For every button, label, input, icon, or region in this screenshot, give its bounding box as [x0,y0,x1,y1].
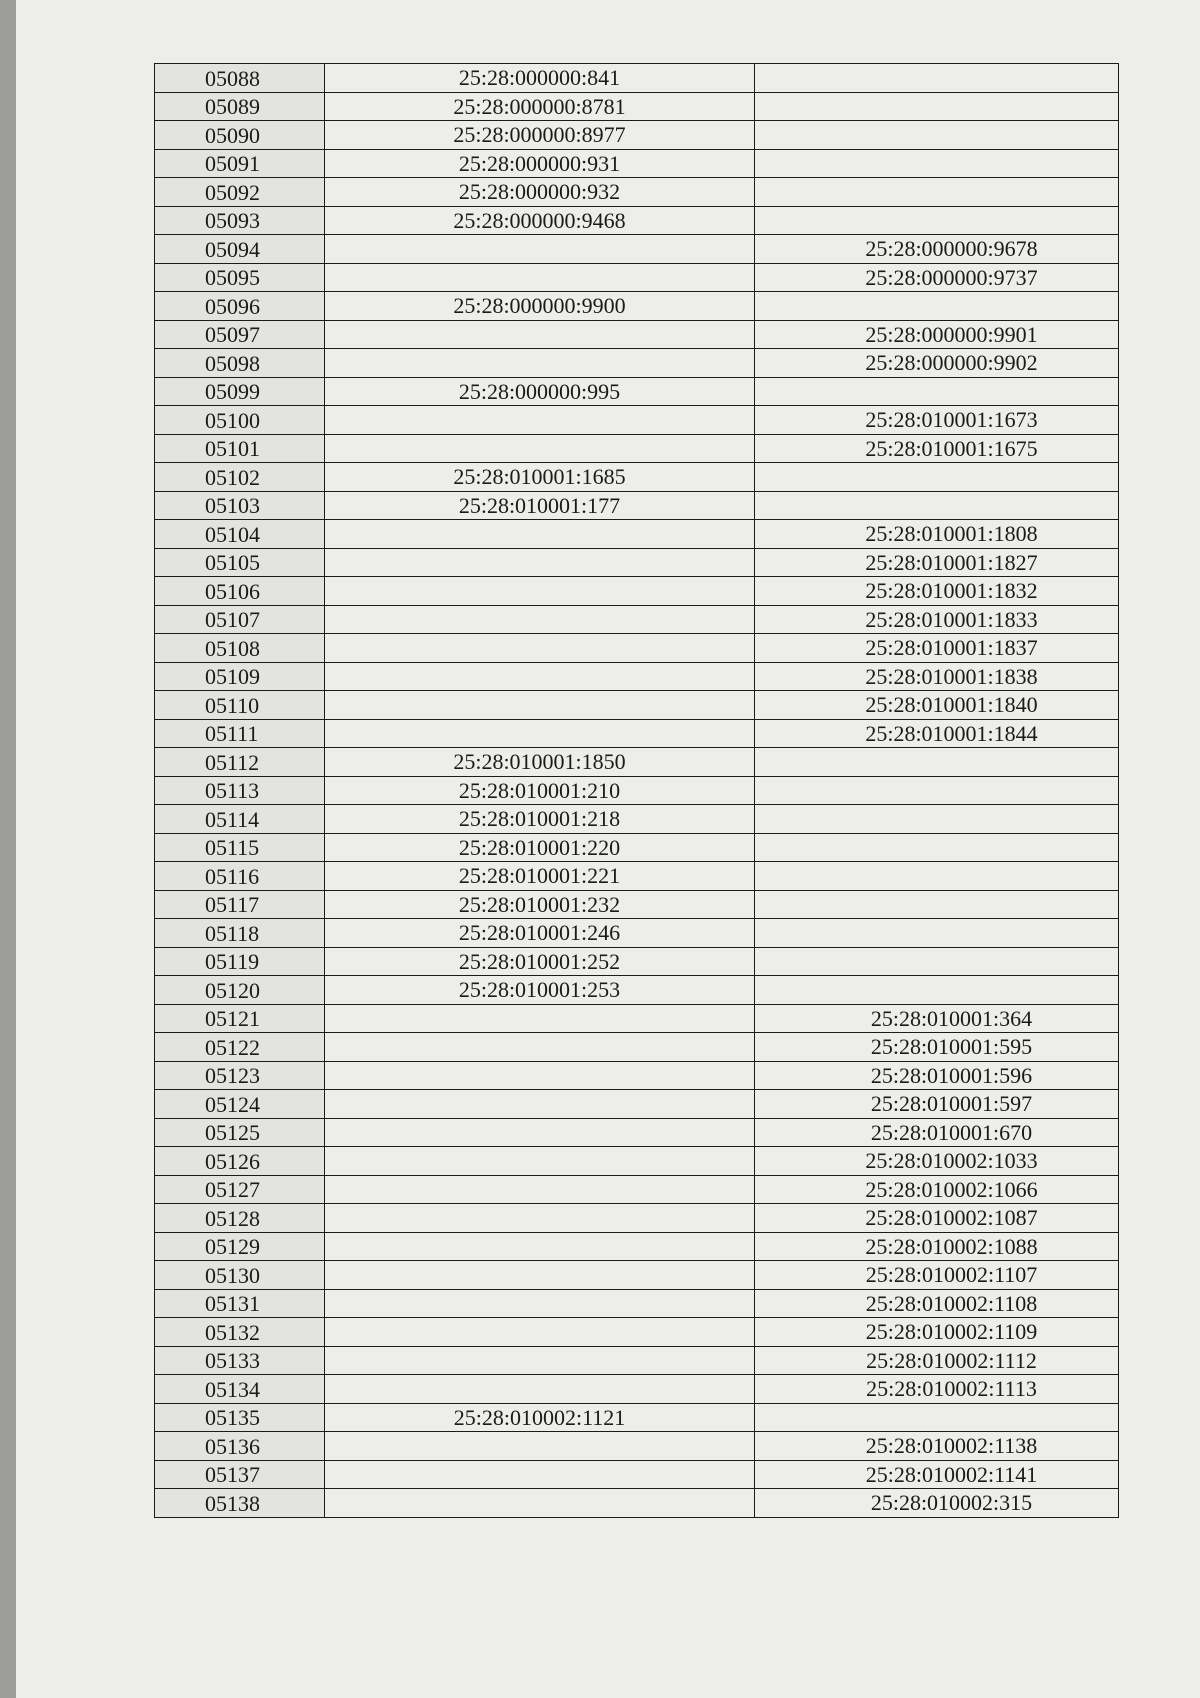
table-row [155,691,1119,720]
cadastral-number-cell-b [755,463,1119,492]
cadastral-number-cell-a [325,263,755,292]
row-number-cell: 05100 [155,406,325,435]
cadastral-number-cell-a [325,406,755,435]
row-number-cell: 05102 [155,463,325,492]
table-row [155,805,1119,834]
cadastral-number-cell-a [325,1489,755,1518]
cadastral-number-cell-a [325,235,755,264]
table-row [155,833,1119,862]
cadastral-number-cell-b: 25:28:010002:1138 [755,1432,1119,1461]
row-number-cell: 05125 [155,1118,325,1147]
cadastral-number-cell-b: 25:28:010001:1827 [755,548,1119,577]
row-number-cell: 05096 [155,292,325,321]
row-number-cell: 05124 [155,1090,325,1119]
table-row [155,776,1119,805]
row-number-cell: 05133 [155,1346,325,1375]
row-number-cell: 05120 [155,976,325,1005]
cadastral-number-cell-a [325,1090,755,1119]
table-row [155,292,1119,321]
table-row [155,605,1119,634]
table-row [155,377,1119,406]
cadastral-number-cell-b [755,805,1119,834]
cadastral-number-cell-b [755,377,1119,406]
cadastral-number-cell-a: 25:28:010001:220 [325,833,755,862]
cadastral-number-cell-b: 25:28:010002:1113 [755,1375,1119,1404]
table-row [155,890,1119,919]
cadastral-number-cell-b: 25:28:010001:1832 [755,577,1119,606]
cadastral-number-cell-b: 25:28:010001:595 [755,1033,1119,1062]
cadastral-number-cell-a: 25:28:010001:1685 [325,463,755,492]
table-row [155,1346,1119,1375]
cadastral-number-cell-b: 25:28:010001:597 [755,1090,1119,1119]
table-row [155,548,1119,577]
table-row [155,263,1119,292]
cadastral-number-cell-b [755,292,1119,321]
cadastral-number-cell-b [755,833,1119,862]
cadastral-number-cell-a [325,1460,755,1489]
table-row [155,1175,1119,1204]
table-row [155,1118,1119,1147]
row-number-cell: 05098 [155,349,325,378]
row-number-cell: 05137 [155,1460,325,1489]
cadastral-number-cell-b: 25:28:010002:1112 [755,1346,1119,1375]
cadastral-number-cell-b [755,890,1119,919]
cadastral-number-cell-b [755,92,1119,121]
cadastral-number-cell-a [325,548,755,577]
cadastral-number-cell-b: 25:28:010001:1837 [755,634,1119,663]
cadastral-number-cell-a: 25:28:010001:210 [325,776,755,805]
table-row [155,634,1119,663]
cadastral-number-cell-a [325,662,755,691]
row-number-cell: 05129 [155,1232,325,1261]
table-row [155,1004,1119,1033]
cadastral-number-cell-b: 25:28:010001:1844 [755,719,1119,748]
cadastral-number-cell-b: 25:28:000000:9902 [755,349,1119,378]
cadastral-number-cell-b: 25:28:000000:9737 [755,263,1119,292]
table-row [155,1147,1119,1176]
cadastral-number-cell-a [325,320,755,349]
table-row [155,1460,1119,1489]
cadastral-number-cell-b: 25:28:010002:315 [755,1489,1119,1518]
row-number-cell: 05130 [155,1261,325,1290]
table-row [155,1232,1119,1261]
cadastral-number-cell-a [325,691,755,720]
cadastral-number-cell-a [325,1232,755,1261]
table-row [155,719,1119,748]
cadastral-number-cell-a: 25:28:010001:252 [325,947,755,976]
table-row [155,1033,1119,1062]
cadastral-number-cell-b [755,1403,1119,1432]
table-row [155,662,1119,691]
cadastral-number-cell-b [755,976,1119,1005]
cadastral-number-cell-a: 25:28:000000:932 [325,178,755,207]
cadastral-number-cell-a: 25:28:000000:9468 [325,206,755,235]
row-number-cell: 05103 [155,491,325,520]
cadastral-number-cell-b [755,64,1119,93]
cadastral-number-cell-b: 25:28:010001:1673 [755,406,1119,435]
cadastral-number-cell-a [325,1204,755,1233]
row-number-cell: 05117 [155,890,325,919]
row-number-cell: 05126 [155,1147,325,1176]
cadastral-number-cell-b [755,206,1119,235]
cadastral-number-cell-b [755,121,1119,150]
table-row [155,1204,1119,1233]
row-number-cell: 05095 [155,263,325,292]
cadastral-number-cell-a: 25:28:000000:841 [325,64,755,93]
cadastral-number-cell-a: 25:28:010001:218 [325,805,755,834]
row-number-cell: 05132 [155,1318,325,1347]
cadastral-number-cell-b: 25:28:010001:1675 [755,434,1119,463]
row-number-cell: 05121 [155,1004,325,1033]
row-number-cell: 05134 [155,1375,325,1404]
cadastral-number-cell-b: 25:28:010002:1087 [755,1204,1119,1233]
row-number-cell: 05111 [155,719,325,748]
cadastral-number-cell-b: 25:28:010001:364 [755,1004,1119,1033]
cadastral-number-cell-a: 25:28:010001:1850 [325,748,755,777]
cadastral-number-cell-b [755,149,1119,178]
row-number-cell: 05099 [155,377,325,406]
row-number-cell: 05122 [155,1033,325,1062]
cadastral-number-cell-a [325,1432,755,1461]
table-row [155,1318,1119,1347]
row-number-cell: 05113 [155,776,325,805]
cadastral-number-cell-a [325,605,755,634]
cadastral-number-cell-b: 25:28:010001:1808 [755,520,1119,549]
cadastral-number-cell-a [325,1033,755,1062]
table-row [155,1261,1119,1290]
cadastral-number-cell-a [325,719,755,748]
cadastral-number-cell-b: 25:28:000000:9901 [755,320,1119,349]
row-number-cell: 05115 [155,833,325,862]
row-number-cell: 05106 [155,577,325,606]
cadastral-number-cell-b [755,776,1119,805]
table-row [155,92,1119,121]
table-row [155,748,1119,777]
table-row [155,1489,1119,1518]
cadastral-number-cell-a [325,1118,755,1147]
cadastral-number-cell-a [325,520,755,549]
table-row [155,178,1119,207]
cadastral-number-cell-b: 25:28:010002:1066 [755,1175,1119,1204]
table-row [155,349,1119,378]
row-number-cell: 05119 [155,947,325,976]
cadastral-number-cell-a [325,1261,755,1290]
table-row [155,919,1119,948]
cadastral-number-cell-a: 25:28:000000:9900 [325,292,755,321]
cadastral-number-cell-a [325,1346,755,1375]
cadastral-number-cell-b: 25:28:010001:1840 [755,691,1119,720]
cadastral-number-cell-b: 25:28:010002:1033 [755,1147,1119,1176]
row-number-cell: 05112 [155,748,325,777]
row-number-cell: 05097 [155,320,325,349]
table-row [155,520,1119,549]
cadastral-number-cell-b [755,947,1119,976]
row-number-cell: 05138 [155,1489,325,1518]
cadastral-number-cell-a: 25:28:000000:8977 [325,121,755,150]
cadastral-number-cell-a [325,634,755,663]
cadastral-number-cell-a [325,1147,755,1176]
cadastral-number-cell-a: 25:28:010001:232 [325,890,755,919]
row-number-cell: 05109 [155,662,325,691]
row-number-cell: 05116 [155,862,325,891]
row-number-cell: 05108 [155,634,325,663]
cadastral-number-cell-a [325,1004,755,1033]
cadastral-number-cell-b: 25:28:010002:1108 [755,1289,1119,1318]
table-row [155,406,1119,435]
cadastral-number-cell-a: 25:28:000000:931 [325,149,755,178]
row-number-cell: 05136 [155,1432,325,1461]
row-number-cell: 05110 [155,691,325,720]
cadastral-number-cell-b [755,491,1119,520]
row-number-cell: 05089 [155,92,325,121]
row-number-cell: 05107 [155,605,325,634]
cadastral-number-cell-a [325,577,755,606]
cadastral-number-cell-b [755,748,1119,777]
cadastral-table [154,63,1119,1518]
row-number-cell: 05118 [155,919,325,948]
cadastral-number-cell-b: 25:28:010001:596 [755,1061,1119,1090]
cadastral-number-cell-b: 25:28:000000:9678 [755,235,1119,264]
row-number-cell: 05090 [155,121,325,150]
table-body [155,64,1119,1518]
table-row [155,947,1119,976]
row-number-cell: 05131 [155,1289,325,1318]
cadastral-number-cell-a: 25:28:000000:995 [325,377,755,406]
row-number-cell: 05104 [155,520,325,549]
cadastral-number-cell-b [755,178,1119,207]
cadastral-number-cell-b: 25:28:010001:1833 [755,605,1119,634]
cadastral-number-cell-a: 25:28:000000:8781 [325,92,755,121]
cadastral-number-cell-a [325,1375,755,1404]
table-row [155,976,1119,1005]
cadastral-number-cell-b: 25:28:010002:1088 [755,1232,1119,1261]
cadastral-number-cell-b: 25:28:010001:670 [755,1118,1119,1147]
row-number-cell: 05091 [155,149,325,178]
table-row [155,121,1119,150]
cadastral-number-cell-b [755,862,1119,891]
table-row [155,862,1119,891]
cadastral-number-cell-b: 25:28:010001:1838 [755,662,1119,691]
row-number-cell: 05128 [155,1204,325,1233]
row-number-cell: 05094 [155,235,325,264]
cadastral-number-cell-b: 25:28:010002:1109 [755,1318,1119,1347]
table-row [155,1432,1119,1461]
cadastral-number-cell-a [325,1175,755,1204]
cadastral-number-cell-a [325,1318,755,1347]
table-row [155,320,1119,349]
table-row [155,577,1119,606]
cadastral-number-cell-b: 25:28:010002:1107 [755,1261,1119,1290]
table-row [155,1090,1119,1119]
table-row [155,1289,1119,1318]
row-number-cell: 05092 [155,178,325,207]
row-number-cell: 05088 [155,64,325,93]
table-row [155,1403,1119,1432]
cadastral-number-cell-a [325,1289,755,1318]
cadastral-number-cell-b [755,919,1119,948]
table-row [155,1061,1119,1090]
cadastral-number-cell-a: 25:28:010001:246 [325,919,755,948]
table-row [155,64,1119,93]
row-number-cell: 05114 [155,805,325,834]
cadastral-number-cell-a: 25:28:010001:177 [325,491,755,520]
table-row [155,206,1119,235]
table-row [155,1375,1119,1404]
cadastral-number-cell-a: 25:28:010002:1121 [325,1403,755,1432]
scan-edge [0,0,16,1698]
cadastral-number-cell-a [325,1061,755,1090]
row-number-cell: 05093 [155,206,325,235]
row-number-cell: 05127 [155,1175,325,1204]
cadastral-number-cell-b: 25:28:010002:1141 [755,1460,1119,1489]
table-row [155,149,1119,178]
table-row [155,434,1119,463]
table-row [155,235,1119,264]
row-number-cell: 05101 [155,434,325,463]
table-row [155,491,1119,520]
row-number-cell: 05135 [155,1403,325,1432]
cadastral-number-cell-a [325,349,755,378]
row-number-cell: 05123 [155,1061,325,1090]
cadastral-number-cell-a: 25:28:010001:221 [325,862,755,891]
table-row [155,463,1119,492]
cadastral-number-cell-a [325,434,755,463]
cadastral-number-cell-a: 25:28:010001:253 [325,976,755,1005]
row-number-cell: 05105 [155,548,325,577]
